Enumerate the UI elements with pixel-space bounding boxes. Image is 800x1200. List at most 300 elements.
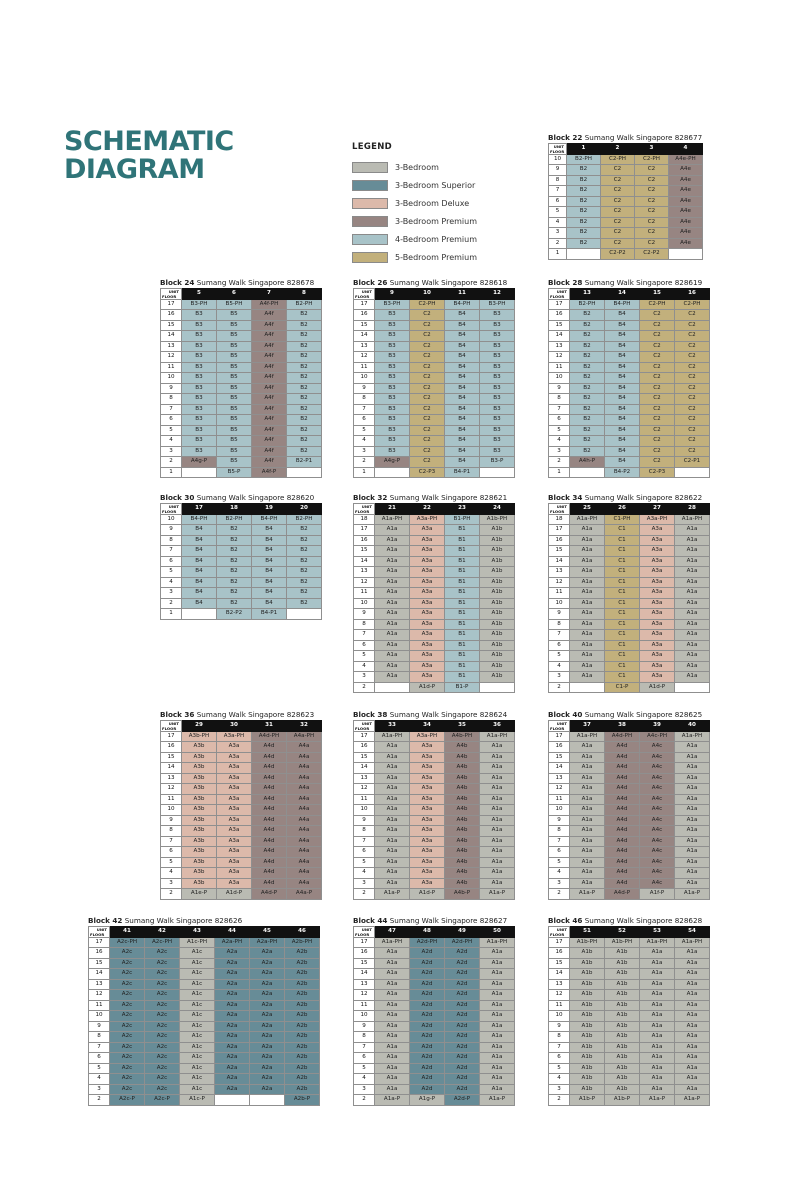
unit-cell: A3a <box>410 794 445 805</box>
unit-cell: A2a <box>215 1042 250 1053</box>
unit-cell: A1a <box>480 1011 515 1022</box>
unit-cell: B1 <box>445 546 480 557</box>
unit-cell: B4 <box>445 415 480 426</box>
unit-cell: B5-PH <box>217 299 252 310</box>
floor-number: 3 <box>549 878 570 889</box>
unit-cell: B4 <box>445 341 480 352</box>
unit-cell: A4c <box>640 836 675 847</box>
unit-cell: B2 <box>570 383 605 394</box>
corner-floor-label: FLOOR <box>162 725 177 731</box>
unit-cell: A3a <box>640 588 675 599</box>
floor-number: 7 <box>354 630 375 641</box>
unit-cell: A2c <box>110 958 145 969</box>
floor-row <box>549 1084 710 1095</box>
floor-row <box>354 763 515 774</box>
unit-cell: B4-P1 <box>445 467 480 478</box>
unit-cell: A1a <box>375 752 410 763</box>
floor-number: 8 <box>354 826 375 837</box>
floor-number: 7 <box>354 1042 375 1053</box>
unit-cell: A1a <box>570 752 605 763</box>
unit-cell: A1a <box>640 1053 675 1064</box>
unit-cell: A1a <box>640 1042 675 1053</box>
floor-number: 2 <box>354 889 375 900</box>
unit-cell: A1c <box>180 979 215 990</box>
unit-cell: A1a <box>375 1063 410 1074</box>
unit-cell: A2c <box>110 1011 145 1022</box>
unit-cell: B2 <box>570 320 605 331</box>
unit-cell: A1a <box>570 651 605 662</box>
floor-row <box>549 467 710 478</box>
floor-row <box>354 341 515 352</box>
unit-number-header: 36 <box>480 721 515 732</box>
unit-cell: A4d <box>252 815 287 826</box>
unit-cell: A4a <box>287 826 322 837</box>
unit-cell: A1a <box>640 1032 675 1043</box>
floor-number: 11 <box>549 794 570 805</box>
floor-number: 12 <box>89 990 110 1001</box>
unit-cell: A2c <box>145 1074 180 1085</box>
unit-cell: C1 <box>605 598 640 609</box>
block-address: Sumang Walk Singapore 828678 <box>196 278 315 287</box>
unit-cell: A1a <box>570 598 605 609</box>
unit-cell: A1c <box>180 1084 215 1095</box>
floor-number: 12 <box>354 990 375 1001</box>
floor-number: 13 <box>89 979 110 990</box>
unit-cell: A2d <box>445 1074 480 1085</box>
unit-cell: C2 <box>601 217 635 228</box>
legend-item <box>352 248 477 266</box>
floor-number: 4 <box>549 436 570 447</box>
floor-row <box>549 352 710 363</box>
corner-floor-label: FLOOR <box>162 508 177 514</box>
unit-cell: A4b <box>445 868 480 879</box>
unit-cell: A1a <box>640 969 675 980</box>
unit-cell: A1b-PH <box>570 937 605 948</box>
unit-cell: A2a <box>250 1074 285 1085</box>
unit-cell: A2b <box>285 1021 320 1032</box>
unit-cell: A2a <box>250 1000 285 1011</box>
block-name: Block 32 <box>353 493 388 502</box>
unit-cell: B4 <box>605 341 640 352</box>
unit-cell: A4c <box>640 794 675 805</box>
unit-cell: B3 <box>375 320 410 331</box>
unit-cell: C2 <box>675 362 710 373</box>
floor-row <box>549 217 703 228</box>
unit-cell: A4d-PH <box>252 731 287 742</box>
unit-cell: A1c <box>180 1032 215 1043</box>
unit-cell: A4d <box>252 805 287 816</box>
unit-cell: A3a <box>217 752 252 763</box>
unit-cell: A2a <box>215 969 250 980</box>
floor-number: 2 <box>354 457 375 468</box>
floor-number: 10 <box>354 598 375 609</box>
floor-number: 6 <box>549 196 567 207</box>
floor-row <box>549 672 710 683</box>
unit-cell: A1a <box>570 556 605 567</box>
unit-cell: A1a <box>375 640 410 651</box>
floor-row <box>354 1042 515 1053</box>
block-block-44 <box>353 915 515 1106</box>
floor-row <box>89 1084 320 1095</box>
unit-cell: A2c <box>110 1021 145 1032</box>
unit-cell: B4 <box>445 373 480 384</box>
floor-number: 10 <box>549 1011 570 1022</box>
unit-cell: B3 <box>480 373 515 384</box>
unit-cell: A1b <box>570 979 605 990</box>
floor-number: 3 <box>354 1084 375 1095</box>
floor-row <box>354 436 515 447</box>
floor-number: 17 <box>89 937 110 948</box>
unit-cell: C2 <box>675 373 710 384</box>
floor-number: 16 <box>549 310 570 321</box>
floor-row <box>354 630 515 641</box>
floor-number: 15 <box>354 320 375 331</box>
floor-number: 14 <box>354 556 375 567</box>
block-address: Sumang Walk Singapore 828619 <box>584 278 703 287</box>
floor-row <box>354 1095 515 1106</box>
header-row <box>549 927 710 938</box>
unit-cell: A3a <box>410 805 445 816</box>
unit-cell: B5 <box>217 331 252 342</box>
floor-number: 7 <box>549 186 567 197</box>
floor-number: 7 <box>161 546 182 557</box>
floor-row <box>549 1032 710 1043</box>
floor-number: 6 <box>549 1053 570 1064</box>
unit-cell: A1a-P <box>570 889 605 900</box>
unit-cell: A4a <box>287 857 322 868</box>
unit-cell: A4c <box>640 878 675 889</box>
unit-cell: C1 <box>605 556 640 567</box>
unit-cell: B4 <box>182 535 217 546</box>
unit-cell: A4d <box>605 868 640 879</box>
floor-row <box>161 742 322 753</box>
unit-cell: C2 <box>640 373 675 384</box>
floor-row <box>161 546 322 557</box>
unit-cell: B2 <box>570 425 605 436</box>
legend-swatch <box>352 180 388 191</box>
unit-cell: A1a <box>675 609 710 620</box>
unit-cell: B2-PH <box>567 154 601 165</box>
unit-cell: B4 <box>605 425 640 436</box>
unit-cell: A1a <box>570 588 605 599</box>
unit-cell: B2 <box>570 415 605 426</box>
floor-number: 6 <box>354 415 375 426</box>
unit-cell: C2 <box>601 238 635 249</box>
floor-number: 4 <box>354 1074 375 1085</box>
floor-number: 16 <box>354 948 375 959</box>
unit-cell: B3 <box>480 331 515 342</box>
unit-cell: A1a <box>675 619 710 630</box>
block-title <box>548 709 710 720</box>
unit-number-header: 37 <box>570 721 605 732</box>
floor-row <box>354 577 515 588</box>
floor-row <box>549 878 710 889</box>
floor-number: 10 <box>549 805 570 816</box>
floor-number: 9 <box>549 609 570 620</box>
floor-number: 4 <box>354 661 375 672</box>
unit-cell: B3 <box>480 320 515 331</box>
floor-number: 9 <box>354 815 375 826</box>
unit-cell: A4b <box>445 857 480 868</box>
floor-row <box>549 731 710 742</box>
unit-cell: A4d <box>252 794 287 805</box>
unit-cell: A4f <box>252 310 287 321</box>
floor-row <box>89 1000 320 1011</box>
floor-number: 10 <box>161 514 182 525</box>
floor-row <box>549 556 710 567</box>
unit-cell: B2 <box>217 525 252 536</box>
floor-row <box>354 331 515 342</box>
floor-row <box>161 815 322 826</box>
floor-row <box>549 1063 710 1074</box>
unit-cell: A2a <box>215 958 250 969</box>
floor-number: 3 <box>354 672 375 683</box>
unit-cell: B4 <box>445 310 480 321</box>
unit-cell: A1a <box>675 868 710 879</box>
floor-row <box>161 836 322 847</box>
unit-cell: A2a <box>250 979 285 990</box>
unit-number-header: 1 <box>567 144 601 155</box>
unit-cell: A3a <box>410 878 445 889</box>
unit-cell: A4d <box>252 742 287 753</box>
unit-cell: A4e <box>669 186 703 197</box>
title-line-1: SCHEMATIC <box>64 126 234 157</box>
unit-cell: A1a <box>675 661 710 672</box>
floor-number: 1 <box>354 467 375 478</box>
floor-number: 8 <box>549 394 570 405</box>
unit-cell: C2-P2 <box>635 249 669 260</box>
floor-row <box>161 425 322 436</box>
legend-swatch <box>352 234 388 245</box>
floor-row <box>354 1053 515 1064</box>
floor-number: 2 <box>161 598 182 609</box>
unit-cell: B1 <box>445 535 480 546</box>
unit-number-header: 21 <box>375 504 410 515</box>
unit-cell: B3 <box>375 383 410 394</box>
unit-cell: C2 <box>601 196 635 207</box>
block-name: Block 30 <box>160 493 195 502</box>
unit-cell: C1 <box>605 609 640 620</box>
unit-cell: A1a <box>375 598 410 609</box>
unit-cell: A1a <box>570 525 605 536</box>
floor-row <box>161 320 322 331</box>
unit-cell: B2 <box>287 341 322 352</box>
unit-table <box>548 143 703 260</box>
unit-cell: A1a <box>675 567 710 578</box>
unit-cell: B3 <box>480 341 515 352</box>
unit-cell: A2a <box>250 1011 285 1022</box>
unit-number-header: 45 <box>250 927 285 938</box>
floor-row <box>549 1042 710 1053</box>
unit-cell: C2 <box>640 425 675 436</box>
floor-row <box>161 446 322 457</box>
unit-cell: A4c <box>640 784 675 795</box>
unit-cell: A1b <box>605 1084 640 1095</box>
unit-cell: B2-PH <box>287 514 322 525</box>
floor-row <box>549 752 710 763</box>
unit-cell: A4b <box>445 805 480 816</box>
unit-cell: A3a-PH <box>640 514 675 525</box>
unit-cell: B4 <box>252 535 287 546</box>
floor-row <box>549 815 710 826</box>
unit-cell: A1a <box>375 815 410 826</box>
block-block-32 <box>353 492 515 693</box>
unit-cell: A4f <box>252 394 287 405</box>
unit-cell: C2 <box>675 425 710 436</box>
unit-cell: A2d <box>410 1000 445 1011</box>
unit-cell: A1b <box>570 1084 605 1095</box>
corner-unit-label: UNIT <box>556 721 567 726</box>
unit-cell: A2a <box>215 1032 250 1043</box>
floor-number: 9 <box>161 525 182 536</box>
unit-cell: A2c <box>110 969 145 980</box>
floor-row <box>354 525 515 536</box>
unit-cell: C2 <box>640 436 675 447</box>
unit-cell: A3a <box>410 752 445 763</box>
unit-number-header: 42 <box>145 927 180 938</box>
unit-cell: B4 <box>252 567 287 578</box>
floor-row <box>549 415 710 426</box>
unit-number-header: 43 <box>180 927 215 938</box>
floor-number: 8 <box>549 619 570 630</box>
floor-row <box>161 436 322 447</box>
floor-number: 17 <box>354 731 375 742</box>
floor-number: 6 <box>89 1053 110 1064</box>
unit-cell: B4 <box>445 352 480 363</box>
unit-cell: A2a <box>250 1042 285 1053</box>
unit-cell: A2d <box>445 990 480 1001</box>
floor-number: 14 <box>549 763 570 774</box>
unit-cell: A1b <box>605 1000 640 1011</box>
legend-item <box>352 158 477 176</box>
empty-cell <box>182 467 217 478</box>
empty-cell <box>669 249 703 260</box>
unit-cell: B2 <box>570 436 605 447</box>
unit-cell: A4h-P <box>570 457 605 468</box>
unit-cell: A2b <box>285 1084 320 1095</box>
floor-number: 15 <box>89 958 110 969</box>
unit-cell: A2d <box>410 1042 445 1053</box>
floor-row <box>354 794 515 805</box>
block-title <box>353 492 515 503</box>
unit-floor-corner <box>354 721 375 732</box>
floor-row <box>549 446 710 457</box>
block-address: Sumang Walk Singapore 828623 <box>196 710 315 719</box>
floor-number: 7 <box>354 836 375 847</box>
floor-number: 10 <box>89 1011 110 1022</box>
unit-cell: C2 <box>640 331 675 342</box>
unit-cell: A4c <box>640 847 675 858</box>
unit-cell: B2 <box>287 577 322 588</box>
unit-cell: A4d-P <box>252 889 287 900</box>
unit-cell: A1a <box>570 773 605 784</box>
floor-row <box>89 1011 320 1022</box>
floor-number: 16 <box>161 310 182 321</box>
unit-cell: B4 <box>605 310 640 321</box>
floor-number: 6 <box>161 415 182 426</box>
unit-cell: A1b <box>480 546 515 557</box>
floor-row <box>354 556 515 567</box>
unit-cell: A1a <box>375 784 410 795</box>
unit-cell: A2c <box>110 1053 145 1064</box>
unit-cell: A3a-PH <box>410 731 445 742</box>
unit-floor-corner <box>549 289 570 300</box>
unit-cell: C2-PH <box>601 154 635 165</box>
unit-cell: A1d-P <box>217 889 252 900</box>
unit-cell: B5 <box>217 394 252 405</box>
floor-row <box>354 672 515 683</box>
unit-cell: A1a-PH <box>570 731 605 742</box>
floor-row <box>354 1032 515 1043</box>
floor-number: 12 <box>549 352 570 363</box>
floor-row <box>549 598 710 609</box>
floor-number: 15 <box>549 546 570 557</box>
corner-unit-label: UNIT <box>553 144 564 149</box>
unit-cell: A1a <box>675 546 710 557</box>
unit-cell: A1a <box>480 836 515 847</box>
unit-cell: B2 <box>287 404 322 415</box>
floor-number: 10 <box>354 1011 375 1022</box>
unit-cell: B2 <box>287 320 322 331</box>
unit-cell: A3a <box>640 619 675 630</box>
unit-cell: A1b <box>605 1032 640 1043</box>
unit-cell: A1b <box>605 979 640 990</box>
unit-cell: A1b <box>570 1032 605 1043</box>
floor-row <box>354 415 515 426</box>
unit-cell: A1b-PH <box>605 937 640 948</box>
floor-row <box>161 404 322 415</box>
unit-cell: A1a <box>675 1074 710 1085</box>
unit-cell: A4a <box>287 805 322 816</box>
unit-cell: A3b <box>182 752 217 763</box>
floor-number: 16 <box>549 948 570 959</box>
floor-row <box>549 609 710 620</box>
corner-floor-label: FLOOR <box>550 508 565 514</box>
floor-number: 11 <box>89 1000 110 1011</box>
unit-cell: A2c <box>145 1032 180 1043</box>
floor-number: 1 <box>161 609 182 620</box>
block-address: Sumang Walk Singapore 828627 <box>389 916 508 925</box>
unit-cell: A2b <box>285 1053 320 1064</box>
floor-row <box>549 320 710 331</box>
block-name: Block 46 <box>548 916 583 925</box>
floor-row <box>354 373 515 384</box>
block-name: Block 24 <box>160 278 195 287</box>
floor-number: 5 <box>549 425 570 436</box>
floor-row <box>161 394 322 405</box>
floor-row <box>161 794 322 805</box>
unit-cell: A2a <box>215 1021 250 1032</box>
unit-cell: A1a <box>570 763 605 774</box>
floor-row <box>161 352 322 363</box>
unit-cell: A1a-PH <box>675 731 710 742</box>
unit-number-header: 39 <box>640 721 675 732</box>
unit-cell: A1a <box>675 969 710 980</box>
unit-cell: C2-P3 <box>640 467 675 478</box>
floor-number: 10 <box>549 373 570 384</box>
unit-cell: A2d <box>445 1084 480 1095</box>
unit-cell: C2 <box>640 457 675 468</box>
unit-cell: A1c-P <box>180 1095 215 1106</box>
unit-cell: A1a <box>375 1000 410 1011</box>
unit-cell: A2d <box>410 1063 445 1074</box>
unit-cell: B4 <box>605 320 640 331</box>
floor-row <box>549 682 710 693</box>
unit-cell: A1a <box>375 969 410 980</box>
floor-number: 4 <box>549 868 570 879</box>
corner-unit-label: UNIT <box>361 504 372 509</box>
unit-cell: A1a <box>480 1063 515 1074</box>
